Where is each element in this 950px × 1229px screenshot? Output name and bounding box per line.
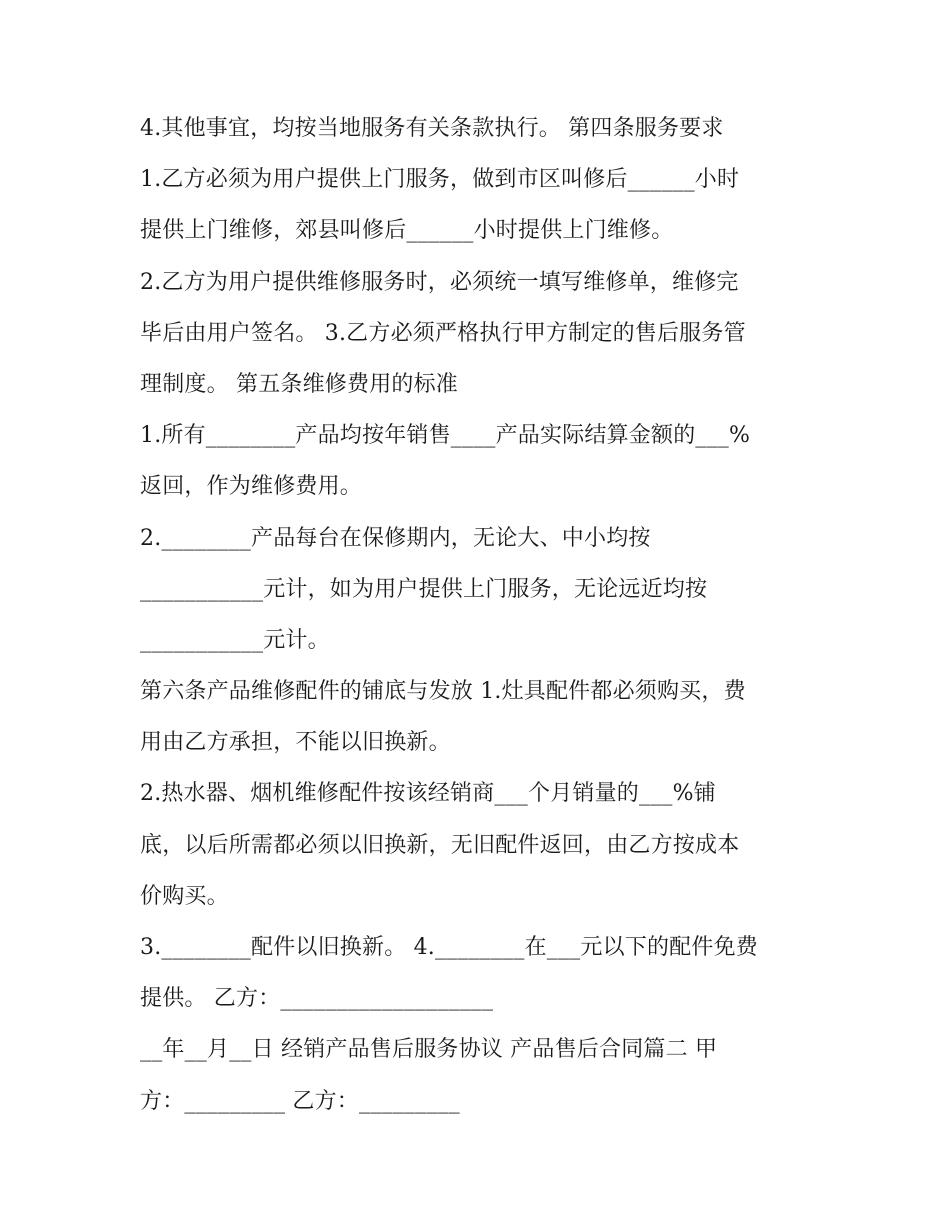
text-line: 1.所有________产品均按年销售____产品实际结算金额的___% xyxy=(140,423,751,449)
text-line: 底，以后所需都必须以旧换新，无旧配件返回，由乙方按成本 xyxy=(140,832,740,858)
text-line: 毕后由用户签名。 3.乙方必须严格执行甲方制定的售后服务管 xyxy=(140,320,746,346)
text-line: 价购买。 xyxy=(140,883,229,909)
text-line: 理制度。 第五条维修费用的标准 xyxy=(140,371,458,397)
text-line: __年__月__日 经销产品售后服务协议 产品售后合同篇二 甲 xyxy=(140,1037,718,1063)
text-line: 第六条产品维修配件的铺底与发放 1.灶具配件都必须购买，费 xyxy=(140,679,746,705)
text-line: 返回，作为维修费用。 xyxy=(140,474,363,500)
text-line: 方：_________ 乙方：_________ xyxy=(140,1088,460,1114)
text-line: ___________元计。 xyxy=(140,627,330,653)
text-line: 用由乙方承担，不能以旧换新。 xyxy=(140,730,451,756)
text-line: 2.热水器、烟机维修配件按该经销商___个月销量的___%铺 xyxy=(140,781,716,807)
text-line: 4.其他事宜，均按当地服务有关条款执行。 第四条服务要求 xyxy=(140,116,724,141)
text-line: 3.________配件以旧换新。 4.________在___元以下的配件免费 xyxy=(140,935,758,960)
contract-text-body xyxy=(140,108,820,1132)
text-line: 提供。 乙方：___________________ xyxy=(140,986,494,1012)
text-line: 2.乙方为用户提供维修服务时，必须统一填写维修单，维修完 xyxy=(140,269,739,295)
text-line: 提供上门维修，郊县叫修后______小时提供上门维修。 xyxy=(140,218,674,244)
text-line: 2.________产品每台在保修期内，无论大、中小均按 xyxy=(140,525,651,551)
text-line: 1.乙方必须为用户提供上门服务，做到市区叫修后______小时 xyxy=(140,167,740,193)
text-line: ___________元计，如为用户提供上门服务，无论远近均按 xyxy=(140,576,708,602)
